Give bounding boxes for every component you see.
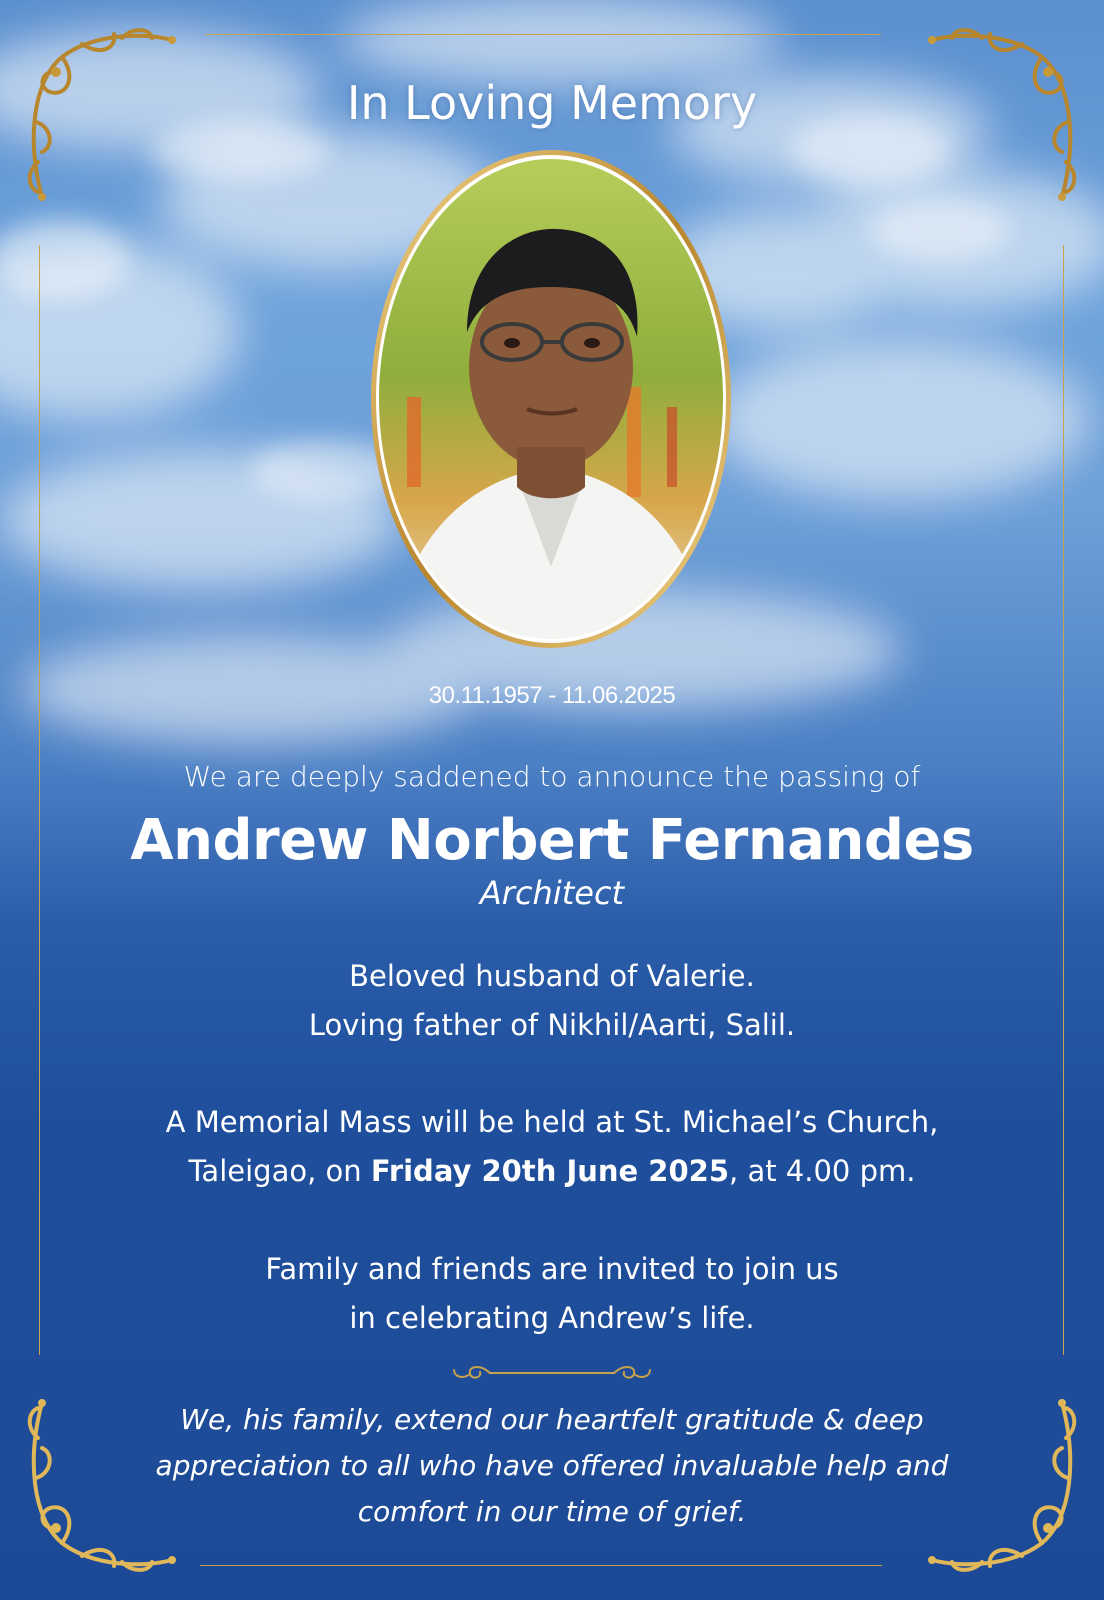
mass-text: Taleigao, on xyxy=(188,1154,371,1188)
heading: In Loving Memory xyxy=(346,76,758,130)
profession: Architect xyxy=(479,874,625,912)
top-border-line xyxy=(205,34,881,35)
gratitude-line: We, his family, extend our heartfelt gratitude & deep xyxy=(180,1403,924,1436)
gratitude-line: comfort in our time of grief. xyxy=(357,1495,747,1528)
deceased-name: Andrew Norbert Fernandes xyxy=(130,808,974,873)
mass-line xyxy=(0,1147,1104,1196)
mass-date: Friday 20th June 2025 xyxy=(370,1154,730,1188)
invite-line: Family and friends are invited to join us xyxy=(265,1252,839,1286)
ornament-divider-icon xyxy=(450,1362,654,1384)
gratitude-line: appreciation to all who have offered invaluable help and xyxy=(155,1449,949,1482)
invitation xyxy=(0,1245,1104,1343)
mass-details xyxy=(0,1098,1104,1196)
life-dates: 30.11.1957 - 11.06.2025 xyxy=(428,682,676,709)
portrait-photo xyxy=(367,147,735,652)
mass-line: A Memorial Mass will be held at St. Michael’s Church, xyxy=(165,1105,939,1139)
gratitude-note xyxy=(0,1397,1104,1535)
mass-time: , at 4.00 pm. xyxy=(729,1154,916,1188)
family-line: Beloved husband of Valerie. xyxy=(349,959,755,993)
family-line: Loving father of Nikhil/Aarti, Salil. xyxy=(308,1008,796,1042)
announcement-intro: We are deeply saddened to announce the passing of xyxy=(183,760,921,793)
bottom-border-line xyxy=(200,1565,882,1566)
family-section xyxy=(0,952,1104,1050)
invite-line: in celebrating Andrew’s life. xyxy=(349,1301,755,1335)
